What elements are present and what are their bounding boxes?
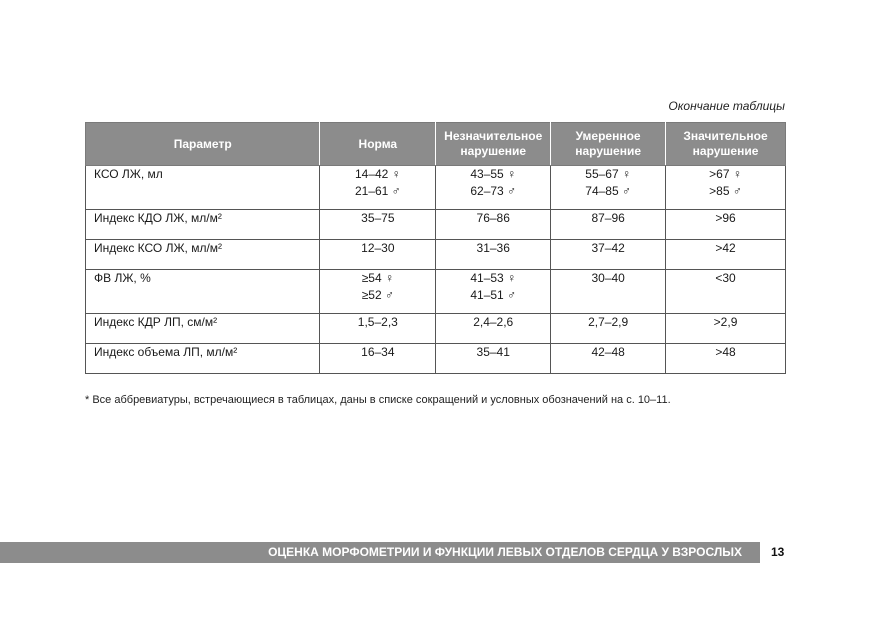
table-row xyxy=(86,240,786,270)
table-row xyxy=(86,270,786,314)
moderate-male: 74–85 ♂ xyxy=(585,184,631,198)
header-mild-line-2: нарушение xyxy=(460,144,527,158)
severe-male: >85 ♂ xyxy=(709,184,742,198)
mild-female: 41–53 ♀ xyxy=(470,271,517,285)
severe-cell: <30 xyxy=(666,270,786,314)
table-row xyxy=(86,314,786,344)
norm-cell xyxy=(320,166,436,210)
severe-cell: >42 xyxy=(666,240,786,270)
moderate-cell xyxy=(551,166,666,210)
severe-cell: >96 xyxy=(666,210,786,240)
header-severe-line-2: нарушение xyxy=(692,144,759,158)
norm-cell: 16–34 xyxy=(320,344,436,374)
table-row xyxy=(86,166,786,210)
table-row xyxy=(86,344,786,374)
param-cell: ФВ ЛЖ, % xyxy=(86,270,320,314)
moderate-cell: 2,7–2,9 xyxy=(551,314,666,344)
header-severe-impairment xyxy=(666,123,786,166)
abbreviations-footnote: * Все аббревиатуры, встречающиеся в таблицах, даны в списке сокращений и условных обозначений на с. 10–11. xyxy=(85,394,671,406)
param-cell: Индекс объема ЛП, мл/м² xyxy=(86,344,320,374)
norm-male: ≥52 ♂ xyxy=(361,288,394,302)
header-norm: Норма xyxy=(320,123,436,166)
severe-female: >67 ♀ xyxy=(709,167,742,181)
table-body xyxy=(86,166,786,374)
running-footer-bar xyxy=(0,542,760,563)
norm-male: 21–61 ♂ xyxy=(354,184,401,198)
moderate-female: 55–67 ♀ xyxy=(585,167,631,181)
mild-female: 43–55 ♀ xyxy=(470,167,517,181)
moderate-cell: 37–42 xyxy=(551,240,666,270)
mild-cell: 31–36 xyxy=(436,240,551,270)
mild-cell xyxy=(436,270,551,314)
mild-cell: 2,4–2,6 xyxy=(436,314,551,344)
page-number: 13 xyxy=(771,545,785,559)
table-continuation-caption: Окончание таблицы xyxy=(668,99,785,113)
mild-cell: 76–86 xyxy=(436,210,551,240)
mild-cell: 35–41 xyxy=(436,344,551,374)
moderate-cell: 42–48 xyxy=(551,344,666,374)
norm-female: ≥54 ♀ xyxy=(361,271,394,285)
severe-cell xyxy=(666,166,786,210)
norm-cell: 12–30 xyxy=(320,240,436,270)
table-row xyxy=(86,210,786,240)
param-cell: Индекс КСО ЛЖ, мл/м² xyxy=(86,240,320,270)
norm-cell: 1,5–2,3 xyxy=(320,314,436,344)
header-moderate-impairment xyxy=(551,123,666,166)
header-moderate-line-1: Умеренное xyxy=(575,129,641,143)
moderate-cell: 30–40 xyxy=(551,270,666,314)
norm-female: 14–42 ♀ xyxy=(354,167,401,181)
reference-values-table xyxy=(85,122,786,374)
header-mild-impairment xyxy=(436,123,551,166)
mild-cell xyxy=(436,166,551,210)
severe-cell: >2,9 xyxy=(666,314,786,344)
mild-male: 41–51 ♂ xyxy=(470,288,517,302)
table-header xyxy=(86,123,786,166)
header-row xyxy=(86,123,786,166)
severe-cell: >48 xyxy=(666,344,786,374)
running-footer-title: ОЦЕНКА МОРФОМЕТРИИ И ФУНКЦИИ ЛЕВЫХ ОТДЕЛОВ СЕРДЦА У ВЗРОСЛЫХ xyxy=(268,545,742,559)
header-severe-line-1: Значительное xyxy=(683,129,768,143)
norm-cell xyxy=(320,270,436,314)
norm-cell: 35–75 xyxy=(320,210,436,240)
header-parameter: Параметр xyxy=(86,123,320,166)
moderate-cell: 87–96 xyxy=(551,210,666,240)
param-cell: Индекс КДО ЛЖ, мл/м² xyxy=(86,210,320,240)
mild-male: 62–73 ♂ xyxy=(470,184,517,198)
param-cell: Индекс КДР ЛП, см/м² xyxy=(86,314,320,344)
param-cell: КСО ЛЖ, мл xyxy=(86,166,320,210)
header-moderate-line-2: нарушение xyxy=(575,144,641,158)
header-mild-line-1: Незначительное xyxy=(444,129,543,143)
